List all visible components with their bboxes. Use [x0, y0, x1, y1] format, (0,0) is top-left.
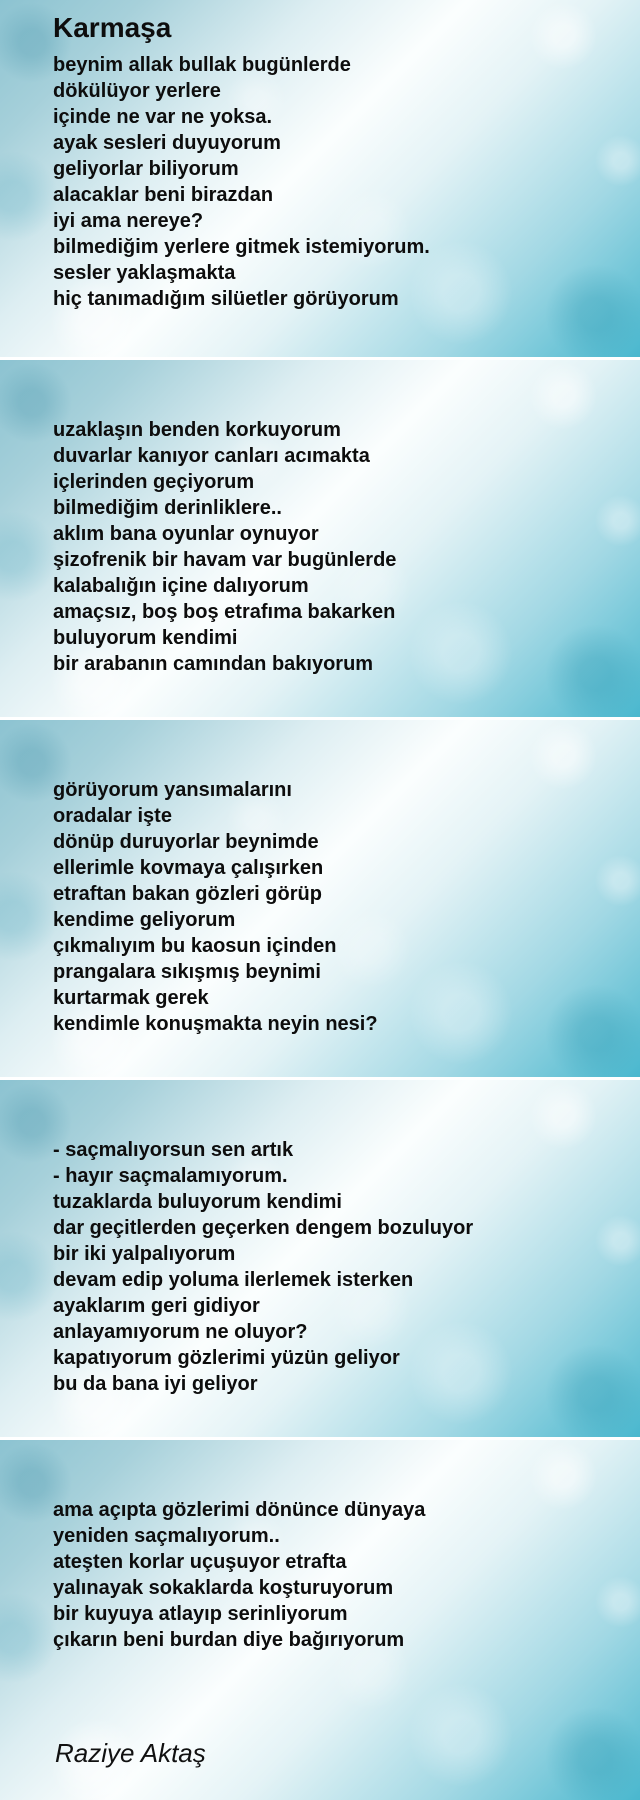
poem-line: kendimle konuşmakta neyin nesi? — [53, 1013, 378, 1035]
poem-line: çıkmalıyım bu kaosun içinden — [53, 935, 337, 957]
poem-line: devam edip yoluma ilerlemek isterken — [53, 1269, 414, 1291]
stanza-block-2 — [0, 360, 640, 717]
poem-line: bilmediğim yerlere gitmek istemiyorum. — [53, 236, 430, 258]
poem-line: geliyorlar biliyorum — [53, 158, 239, 180]
poem-line: iyi ama nereye? — [53, 210, 204, 232]
stanza-block-1 — [0, 0, 640, 357]
poem-line: uzaklaşın benden korkuyorum — [53, 419, 341, 441]
poem-line: bir kuyuya atlayıp serinliyorum — [53, 1603, 348, 1625]
poem-line: ayaklarım geri gidiyor — [53, 1295, 260, 1317]
poem-line: kapatıyorum gözlerimi yüzün geliyor — [53, 1347, 400, 1369]
poem-line: içinde ne var ne yoksa. — [53, 106, 272, 128]
poem-line: içlerinden geçiyorum — [53, 471, 255, 493]
poem-line: çıkarın beni burdan diye bağırıyorum — [53, 1629, 405, 1651]
poem-line: duvarlar kanıyor canları acımakta — [53, 445, 370, 467]
poem-line: - saçmalıyorsun sen artık — [53, 1139, 294, 1161]
poem-line: hiç tanımadığım silüetler görüyorum — [53, 288, 399, 310]
poem-line: tuzaklarda buluyorum kendimi — [53, 1191, 342, 1213]
poem-line: ellerimle kovmaya çalışırken — [53, 857, 324, 879]
poem-line: kurtarmak gerek — [53, 987, 209, 1009]
poem-line: dar geçitlerden geçerken dengem bozuluyor — [53, 1217, 474, 1239]
poem-line: ayak sesleri duyuyorum — [53, 132, 281, 154]
poem-line: şizofrenik bir havam var bugünlerde — [53, 549, 397, 571]
stanza-block-3 — [0, 720, 640, 1077]
stanza-block-4 — [0, 1080, 640, 1437]
poem-line: amaçsız, boş boş etrafıma bakarken — [53, 601, 396, 623]
poem-line: bir arabanın camından bakıyorum — [53, 653, 374, 675]
poem-line: beynim allak bullak bugünlerde — [53, 54, 351, 76]
poem-line: aklım bana oyunlar oynuyor — [53, 523, 319, 545]
poem-line: görüyorum yansımalarını — [53, 779, 292, 801]
stanza-block-5 — [0, 1440, 640, 1800]
poem-line: ateşten korlar uçuşuyor etrafta — [53, 1551, 347, 1573]
poem-line: alacaklar beni birazdan — [53, 184, 274, 206]
poem-line: etraftan bakan gözleri görüp — [53, 883, 322, 905]
poem-line: bir iki yalpalıyorum — [53, 1243, 236, 1265]
poem-line: prangalara sıkışmış beynimi — [53, 961, 321, 983]
poem-line: kendime geliyorum — [53, 909, 236, 931]
poem-line: oradalar işte — [53, 805, 172, 827]
poem-line: yeniden saçmalıyorum.. — [53, 1525, 280, 1547]
poem-line: buluyorum kendimi — [53, 627, 238, 649]
poem-line: sesler yaklaşmakta — [53, 262, 236, 284]
poem-line: ama açıpta gözlerimi dönünce dünyaya — [53, 1499, 426, 1521]
poem-line: bu da bana iyi geliyor — [53, 1373, 258, 1395]
poem-title: Karmaşa — [53, 12, 172, 43]
poem-line: dökülüyor yerlere — [53, 80, 221, 102]
poem-line: bilmediğim derinliklere.. — [53, 497, 282, 519]
poem-line: dönüp duruyorlar beynimde — [53, 831, 319, 853]
poem-author: Raziye Aktaş — [55, 1738, 206, 1768]
poem-line: anlayamıyorum ne oluyor? — [53, 1321, 308, 1343]
poem-line: kalabalığın içine dalıyorum — [53, 575, 309, 597]
poem-line: - hayır saçmalamıyorum. — [53, 1165, 288, 1187]
poem-line: yalınayak sokaklarda koşturuyorum — [53, 1577, 394, 1599]
